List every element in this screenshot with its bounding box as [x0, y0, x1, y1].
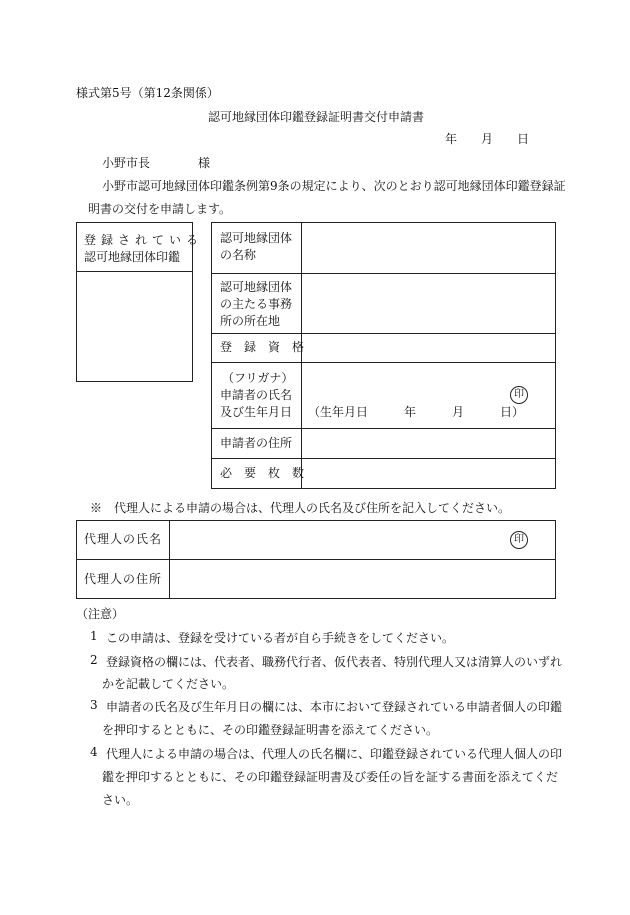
notes-heading: （注意） [76, 607, 125, 621]
label-office-2: の主たる事務 [220, 297, 293, 311]
label-qualification: 登 録 資 格 [220, 340, 305, 354]
form-number: 様式第5号（第12条関係） [76, 86, 219, 100]
birthdate-field[interactable]: （生年月日 年 月 日） [308, 405, 525, 419]
label-office-3: 所の所在地 [220, 314, 281, 328]
label-copies: 必 要 枚 数 [220, 466, 305, 480]
proxy-name-label: 代理人の氏名 [84, 532, 163, 546]
applicant-address-field[interactable] [303, 430, 554, 457]
note-line: 登録資格の欄には、代表者、職務代行者、仮代表者、特別代理人又は清算人のいずれ [106, 655, 563, 669]
label-applicant-name: 申請者の氏名 [220, 388, 293, 402]
intro-line-2: 明書の交付を申請します。 [88, 202, 232, 216]
proxy-address-field[interactable] [171, 561, 554, 598]
note-line: さい。 [102, 793, 139, 807]
proxy-seal-icon: 印 [510, 531, 528, 549]
label-office-1: 認可地縁団体 [220, 280, 293, 294]
note-number: 1 [90, 629, 98, 643]
group-name-field[interactable] [303, 224, 554, 272]
note-line: この申請は、登録を受けている者が自ら手続きをしてください。 [106, 631, 455, 645]
note-number: 4 [90, 745, 98, 759]
note-line: かを記載してください。 [102, 677, 235, 691]
addressee: 小野市長 様 [102, 156, 211, 170]
proxy-address-label: 代理人の住所 [84, 572, 163, 586]
seal-stamp-area[interactable] [77, 272, 192, 381]
label-applicant-address: 申請者の住所 [220, 436, 293, 450]
row-divider [211, 428, 556, 429]
label-birthdate: 及び生年月日 [220, 405, 293, 419]
proxy-note: ※ 代理人による申請の場合は、代理人の氏名及び住所を記入してください。 [90, 501, 511, 515]
document-title: 認可地縁団体印鑑登録証明書交付申請書 [208, 110, 425, 124]
seal-box-label-1: 登録されている [84, 233, 204, 247]
note-line: 鑑を押印するとともに、その印鑑登録証明書及び委任の旨を証する書面を添えてくだ [102, 770, 559, 784]
row-divider [211, 458, 556, 459]
row-divider [211, 362, 556, 363]
label-group-name-1: 認可地縁団体 [220, 231, 293, 245]
applicant-seal-icon: 印 [510, 386, 528, 404]
note-line: 代理人による申請の場合は、代理人の氏名欄に、印鑑登録されている代理人個人の印 [106, 747, 563, 761]
office-address-field[interactable] [303, 275, 554, 332]
row-divider [211, 273, 556, 274]
intro-line-1: 小野市認可地縁団体印鑑条例第9条の規定により、次のとおり認可地縁団体印鑑登録証 [102, 179, 566, 193]
qualification-field[interactable] [303, 335, 554, 361]
proxy-row-divider [76, 559, 556, 560]
note-line: 申請者の氏名及び生年月日の欄には、本市において登録されている申請者個人の印鑑 [106, 700, 563, 714]
copies-field[interactable] [303, 460, 554, 487]
note-line: を押印するとともに、その印鑑登録証明書を添えてください。 [102, 723, 439, 737]
row-divider [211, 333, 556, 334]
note-number: 3 [90, 698, 98, 712]
seal-box-label-2: 認可地縁団体印鑑 [84, 250, 181, 264]
proxy-name-field[interactable] [171, 522, 554, 558]
label-furigana: （フリガナ） [222, 371, 294, 385]
label-group-name-2: の名称 [220, 248, 257, 262]
note-number: 2 [90, 653, 98, 667]
date-line: 年 月 日 [445, 132, 530, 146]
